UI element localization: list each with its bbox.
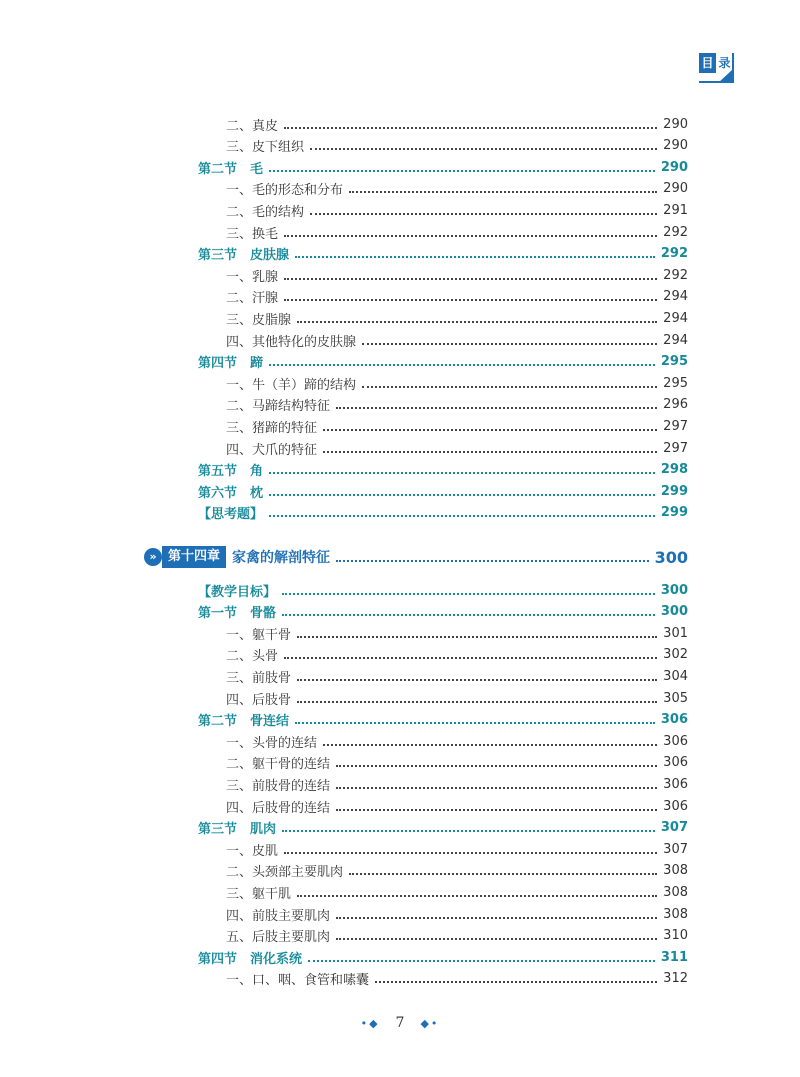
toc-section-entry[interactable] xyxy=(0,947,800,967)
entry-page: 301 xyxy=(663,625,688,641)
entry-page: 292 xyxy=(660,246,688,262)
entry-page: 306 xyxy=(660,712,688,728)
toc-section-entry[interactable] xyxy=(0,481,800,501)
entry-label: 三、前肢骨的连结 xyxy=(226,778,331,794)
toc-subsection-entry[interactable] xyxy=(0,114,800,134)
leader-dots xyxy=(269,169,655,172)
entry-page: 295 xyxy=(663,375,688,391)
chapter-page: 300 xyxy=(654,547,688,567)
entry-page: 296 xyxy=(663,397,688,413)
toc-subsection-entry[interactable] xyxy=(0,753,800,773)
toc-section-entry[interactable] xyxy=(0,710,800,730)
toc-subsection-entry[interactable] xyxy=(0,373,800,393)
leader-dots xyxy=(269,514,655,517)
entry-page: 295 xyxy=(660,354,688,370)
leader-dots xyxy=(284,126,657,129)
leader-dots xyxy=(284,656,657,659)
entry-page: 298 xyxy=(660,462,688,478)
entry-page: 297 xyxy=(663,418,688,434)
entry-page: 306 xyxy=(663,776,688,792)
entry-page: 292 xyxy=(663,224,688,240)
entry-page: 290 xyxy=(663,116,688,132)
toc-section-entry[interactable] xyxy=(0,818,800,838)
toc-section-entry[interactable] xyxy=(0,602,800,622)
toc-badge-left: 目 xyxy=(699,53,716,73)
toc-subsection-entry[interactable] xyxy=(0,645,800,665)
toc-subsection-entry[interactable] xyxy=(0,330,800,350)
leader-dots xyxy=(269,471,655,474)
entry-label: 二、毛的结构 xyxy=(226,204,305,220)
toc-section-entry[interactable] xyxy=(0,352,800,372)
chapter-number: 第十四章 xyxy=(162,546,226,568)
chapter-heading[interactable] xyxy=(144,546,688,568)
leader-dots xyxy=(375,980,657,983)
leader-dots xyxy=(297,320,657,323)
entry-label: 第二节 毛 xyxy=(198,161,264,177)
entry-label: 一、头骨的连结 xyxy=(226,735,318,751)
leader-dots xyxy=(310,212,657,215)
leader-dots xyxy=(336,764,657,767)
entry-label: 【思考题】 xyxy=(198,507,264,523)
entry-label: 第三节 皮肤腺 xyxy=(198,248,290,264)
toc-section-entry[interactable] xyxy=(0,580,800,600)
entry-page: 294 xyxy=(663,289,688,305)
entry-label: 一、口、咽、食管和嗉囊 xyxy=(226,973,370,989)
entry-page: 290 xyxy=(660,159,688,175)
toc-section-entry[interactable] xyxy=(0,244,800,264)
entry-page: 307 xyxy=(663,841,688,857)
entry-page: 307 xyxy=(660,820,688,836)
entry-page: 304 xyxy=(663,668,688,684)
toc-subsection-entry[interactable] xyxy=(0,136,800,156)
page-number: 7 xyxy=(395,1015,405,1031)
toc-subsection-entry[interactable] xyxy=(0,179,800,199)
entry-label: 第二节 骨连结 xyxy=(198,714,290,730)
toc-subsection-entry[interactable] xyxy=(0,265,800,285)
entry-label: 二、躯干骨的连结 xyxy=(226,757,331,773)
leader-dots xyxy=(362,342,657,345)
leader-dots xyxy=(282,829,655,832)
leader-dots xyxy=(349,190,657,193)
entry-label: 一、毛的形态和分布 xyxy=(226,183,344,199)
toc-subsection-entry[interactable] xyxy=(0,731,800,751)
entry-page: 306 xyxy=(663,755,688,771)
entry-label: 三、前肢骨 xyxy=(226,670,292,686)
leader-dots xyxy=(282,613,655,616)
leader-dots xyxy=(336,937,657,940)
entry-page: 290 xyxy=(663,138,688,154)
entry-page: 310 xyxy=(663,928,688,944)
entry-label: 二、头颈部主要肌肉 xyxy=(226,865,344,881)
toc-badge xyxy=(699,53,735,85)
toc-subsection-entry[interactable] xyxy=(0,200,800,220)
leader-dots xyxy=(284,277,657,280)
entry-label: 第四节 消化系统 xyxy=(198,951,303,967)
toc-subsection-entry[interactable] xyxy=(0,969,800,989)
toc-subsection-entry[interactable] xyxy=(0,287,800,307)
leader-dots xyxy=(310,147,657,150)
leader-dots xyxy=(308,959,655,962)
entry-page: 302 xyxy=(663,647,688,663)
entry-label: 第四节 蹄 xyxy=(198,356,264,372)
entry-label: 第五节 角 xyxy=(198,464,264,480)
entry-label: 三、皮下组织 xyxy=(226,140,305,156)
toc-subsection-entry[interactable] xyxy=(0,416,800,436)
entry-page: 292 xyxy=(663,267,688,283)
entry-page: 294 xyxy=(663,332,688,348)
leader-dots xyxy=(336,916,657,919)
toc-subsection-entry[interactable] xyxy=(0,308,800,328)
corner-triangle-icon xyxy=(718,70,732,83)
toc-section-entry[interactable] xyxy=(0,460,800,480)
entry-page: 291 xyxy=(663,202,688,218)
entry-page: 308 xyxy=(663,906,688,922)
entry-label: 一、皮肌 xyxy=(226,843,279,859)
leader-dots xyxy=(323,450,657,453)
entry-label: 三、换毛 xyxy=(226,226,279,242)
toc-subsection-entry[interactable] xyxy=(0,688,800,708)
leader-dots xyxy=(323,428,657,431)
leader-dots xyxy=(336,786,657,789)
entry-label: 四、犬爪的特征 xyxy=(226,442,318,458)
leader-dots xyxy=(349,872,657,875)
entry-page: 308 xyxy=(663,863,688,879)
toc-subsection-entry[interactable] xyxy=(0,839,800,859)
entry-page: 300 xyxy=(660,582,688,598)
entry-label: 一、躯干骨 xyxy=(226,627,292,643)
entry-page: 306 xyxy=(663,798,688,814)
toc-subsection-entry[interactable] xyxy=(0,666,800,686)
leader-dots xyxy=(336,560,649,562)
leader-dots xyxy=(284,234,657,237)
entry-label: 三、猪蹄的特征 xyxy=(226,420,318,436)
entry-label: 一、乳腺 xyxy=(226,269,279,285)
entry-page: 299 xyxy=(660,505,688,521)
entry-page: 290 xyxy=(663,181,688,197)
entry-label: 二、头骨 xyxy=(226,649,279,665)
toc-subsection-entry[interactable] xyxy=(0,395,800,415)
entry-page: 305 xyxy=(663,690,688,706)
leader-dots xyxy=(269,493,655,496)
footer-ornament-left: •◆ xyxy=(360,1016,380,1030)
leader-dots xyxy=(336,808,657,811)
entry-label: 第六节 枕 xyxy=(198,485,264,501)
leader-dots xyxy=(282,592,655,595)
toc-subsection-entry[interactable] xyxy=(0,861,800,881)
toc-subsection-entry[interactable] xyxy=(0,774,800,794)
entry-page: 308 xyxy=(663,884,688,900)
leader-dots xyxy=(297,894,657,897)
leader-dots xyxy=(297,700,657,703)
leader-dots xyxy=(297,678,657,681)
entry-page: 294 xyxy=(663,310,688,326)
toc-subsection-entry[interactable] xyxy=(0,904,800,924)
entry-page: 312 xyxy=(663,971,688,987)
leader-dots xyxy=(362,385,657,388)
leader-dots xyxy=(269,363,655,366)
footer-ornament-right: ◆• xyxy=(420,1016,440,1030)
double-chevron-right-icon: » xyxy=(144,548,162,566)
leader-dots xyxy=(297,635,657,638)
entry-label: 三、躯干肌 xyxy=(226,886,292,902)
leader-dots xyxy=(295,255,655,258)
toc-section-entry[interactable] xyxy=(0,503,800,523)
toc-subsection-entry[interactable] xyxy=(0,438,800,458)
chapter-title: 家禽的解剖特征 xyxy=(232,550,331,566)
entry-label: 第三节 肌肉 xyxy=(198,822,277,838)
toc-subsection-entry[interactable] xyxy=(0,222,800,242)
entry-label: 四、后肢骨的连结 xyxy=(226,800,331,816)
entry-label: 一、牛（羊）蹄的结构 xyxy=(226,377,357,393)
entry-label: 五、后肢主要肌肉 xyxy=(226,930,331,946)
entry-page: 297 xyxy=(663,440,688,456)
entry-page: 300 xyxy=(660,604,688,620)
toc-subsection-entry[interactable] xyxy=(0,926,800,946)
page-footer xyxy=(0,1013,800,1033)
entry-page: 299 xyxy=(660,483,688,499)
entry-page: 306 xyxy=(663,733,688,749)
entry-label: 三、皮脂腺 xyxy=(226,312,292,328)
toc-subsection-entry[interactable] xyxy=(0,796,800,816)
leader-dots xyxy=(284,298,657,301)
toc-subsection-entry[interactable] xyxy=(0,882,800,902)
entry-label: 第一节 骨骼 xyxy=(198,606,277,622)
entry-label: 二、马蹄结构特征 xyxy=(226,399,331,415)
toc-badge-right: 录 xyxy=(718,56,731,70)
leader-dots xyxy=(295,721,655,724)
entry-label: 二、汗腺 xyxy=(226,291,279,307)
entry-label: 四、其他特化的皮肤腺 xyxy=(226,334,357,350)
toc-subsection-entry[interactable] xyxy=(0,623,800,643)
entry-label: 【教学目标】 xyxy=(198,584,277,600)
entry-label: 四、前肢主要肌肉 xyxy=(226,908,331,924)
leader-dots xyxy=(336,406,657,409)
toc-section-entry[interactable] xyxy=(0,157,800,177)
entry-label: 二、真皮 xyxy=(226,118,279,134)
leader-dots xyxy=(284,851,657,854)
entry-label: 四、后肢骨 xyxy=(226,692,292,708)
entry-page: 311 xyxy=(660,949,688,965)
leader-dots xyxy=(323,743,657,746)
